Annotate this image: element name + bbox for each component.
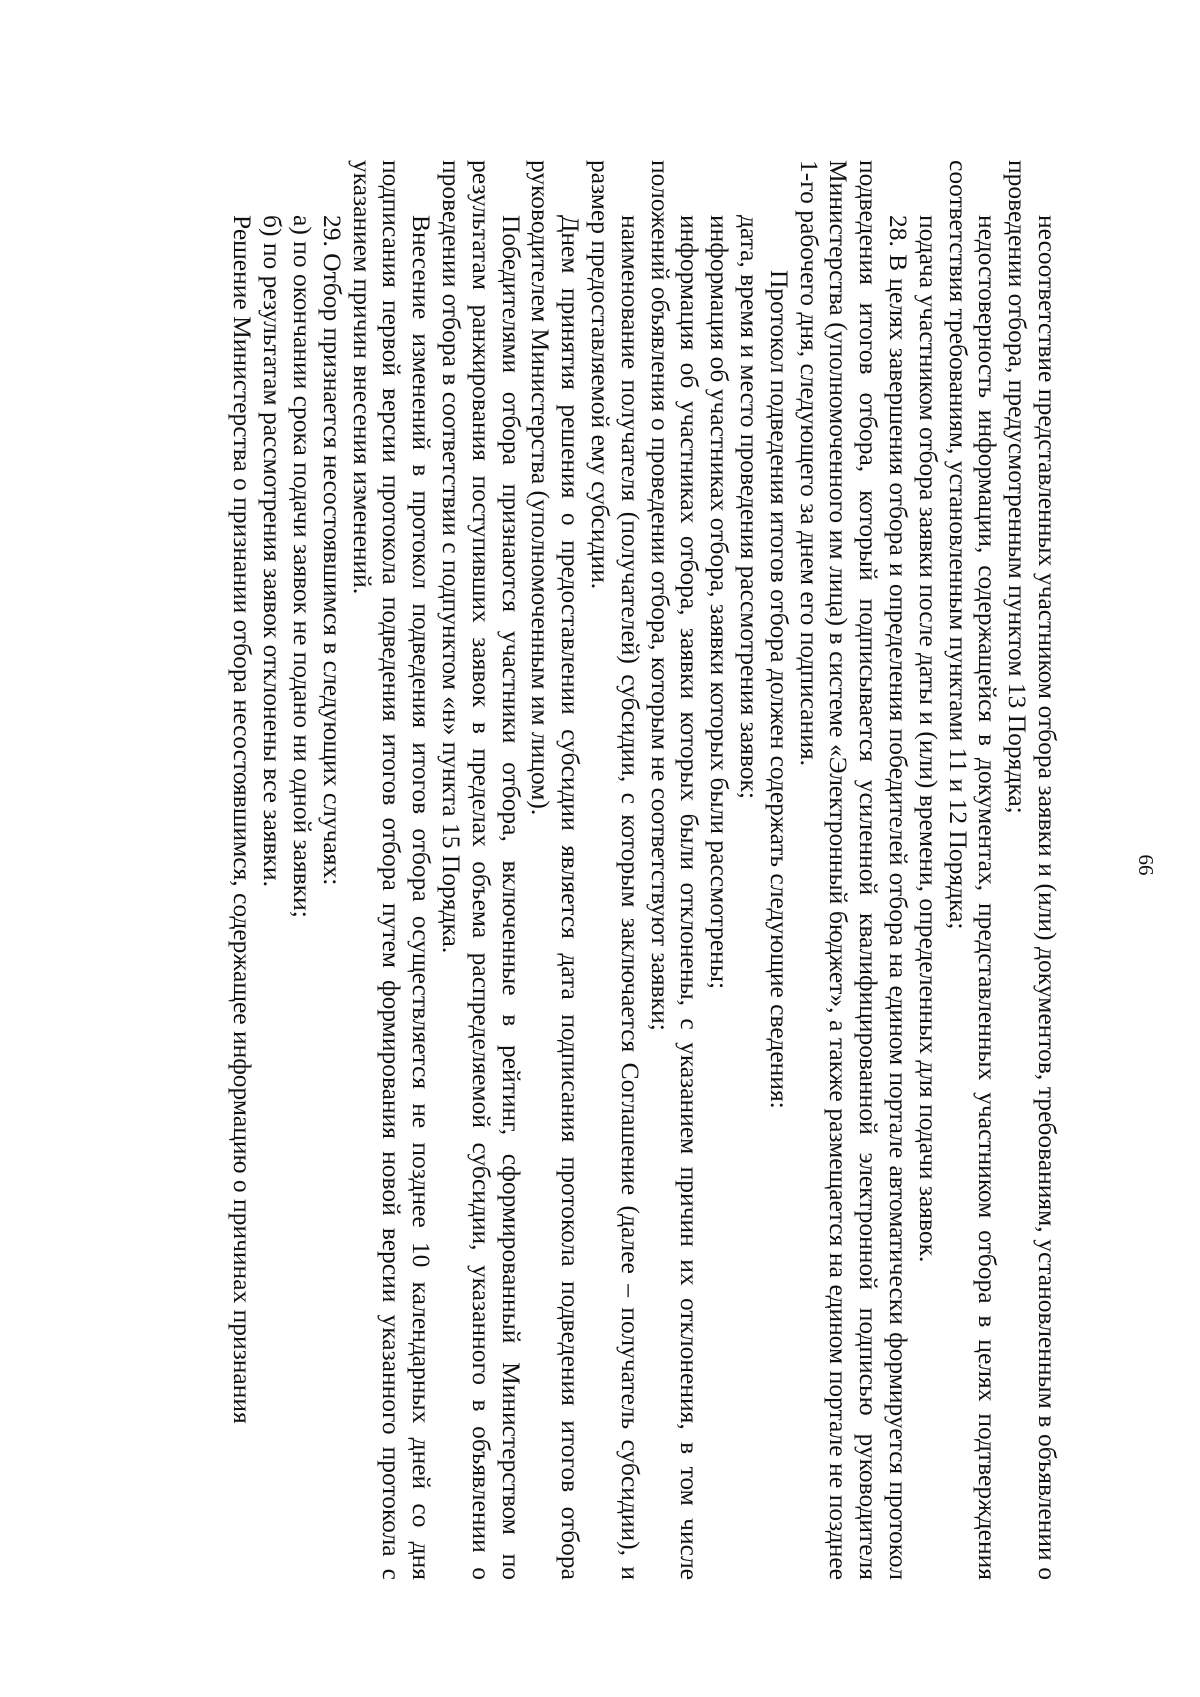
paragraph: 29. Отбор признается несостоявшимся в следующих случаях: [317, 215, 347, 886]
paragraph: информация об участниках отбора, заявки которых были рассмотрены; [705, 215, 735, 990]
paragraph: подача участником отбора заявки после даты и (или) времени, определенных для подачи заявок. [913, 215, 943, 1263]
paragraph: а) по окончании срока подачи заявок не подано ни одной заявки; [288, 215, 318, 918]
paragraph: Днем принятия решения о предоставлении субсидии является дата подписания протокола подведения итогов отбора руководителем Министерства (уполномоченным им лицом). [526, 160, 586, 1580]
paragraph: информация об участниках отбора, заявки которых были отклонены, с указанием причин их отклонения, в том числе положений объявления о проведении отбора, которым не соответствуют заявки; [645, 160, 705, 1580]
paragraph: несоответствие представленных участником отбора заявки и (или) документов, требованиям, установленным в объявлении о проведении отбора, предусмотренным пунктом 13 Порядка; [1003, 160, 1062, 1580]
paragraph: Решение Министерства о признании отбора несостоявшимся, содержащее информацию о причинах признания [228, 215, 258, 1424]
rotated-page [78, 100, 1158, 1630]
paragraph: дата, время и место проведения рассмотрения заявок; [735, 215, 765, 799]
paragraph: наименование получателя (получателей) субсидии, с которым заключается Соглашение (далее – получатель субсидии), и размер предоставляемой ему субсидии. [586, 160, 645, 1580]
paragraph: б) по результатам рассмотрения заявок отклонены все заявки. [258, 215, 288, 887]
page-number: 66 [1134, 854, 1158, 876]
paragraph: Победителями отбора признаются участники отбора, включенные в рейтинг, сформированный Министерством по результатам ранжирования поступивших заявок в пределах объема распределяемой субсидии, указанного в объявлении о проведении отбора в соответствии с подпунктом «н» пункта 15 Порядка. [437, 160, 526, 1580]
paragraph: Внесение изменений в протокол подведения итогов отбора осуществляется не позднее 10 календарных дней со дня подписания первой версии протокола подведения итогов отбора путем формирования новой версии указанного протокола с указанием причин внесения изменений. [347, 160, 437, 1580]
document-body [228, 160, 1062, 1580]
paragraph: Протокол подведения итогов отбора должен содержать следующие сведения: [764, 270, 794, 1109]
paragraph: недостоверность информации, содержащейся в документах, представленных участником отбора в целях подтверждения соответствия требованиям, установленным пунктами 11 и 12 Порядка; [943, 160, 1003, 1580]
paragraph: 28. В целях завершения отбора и определения победителей отбора на едином портале автоматически формируется протокол подведения итогов отбора, который подписывается усиленной квалифицированной электронной подписью руководителя Министерства (уполномоченного им лица) в системе «Электронный бюджет», а также размещается на едином портале не позднее 1-го рабочего дня, следующего за днем его подписания. [794, 160, 914, 1580]
